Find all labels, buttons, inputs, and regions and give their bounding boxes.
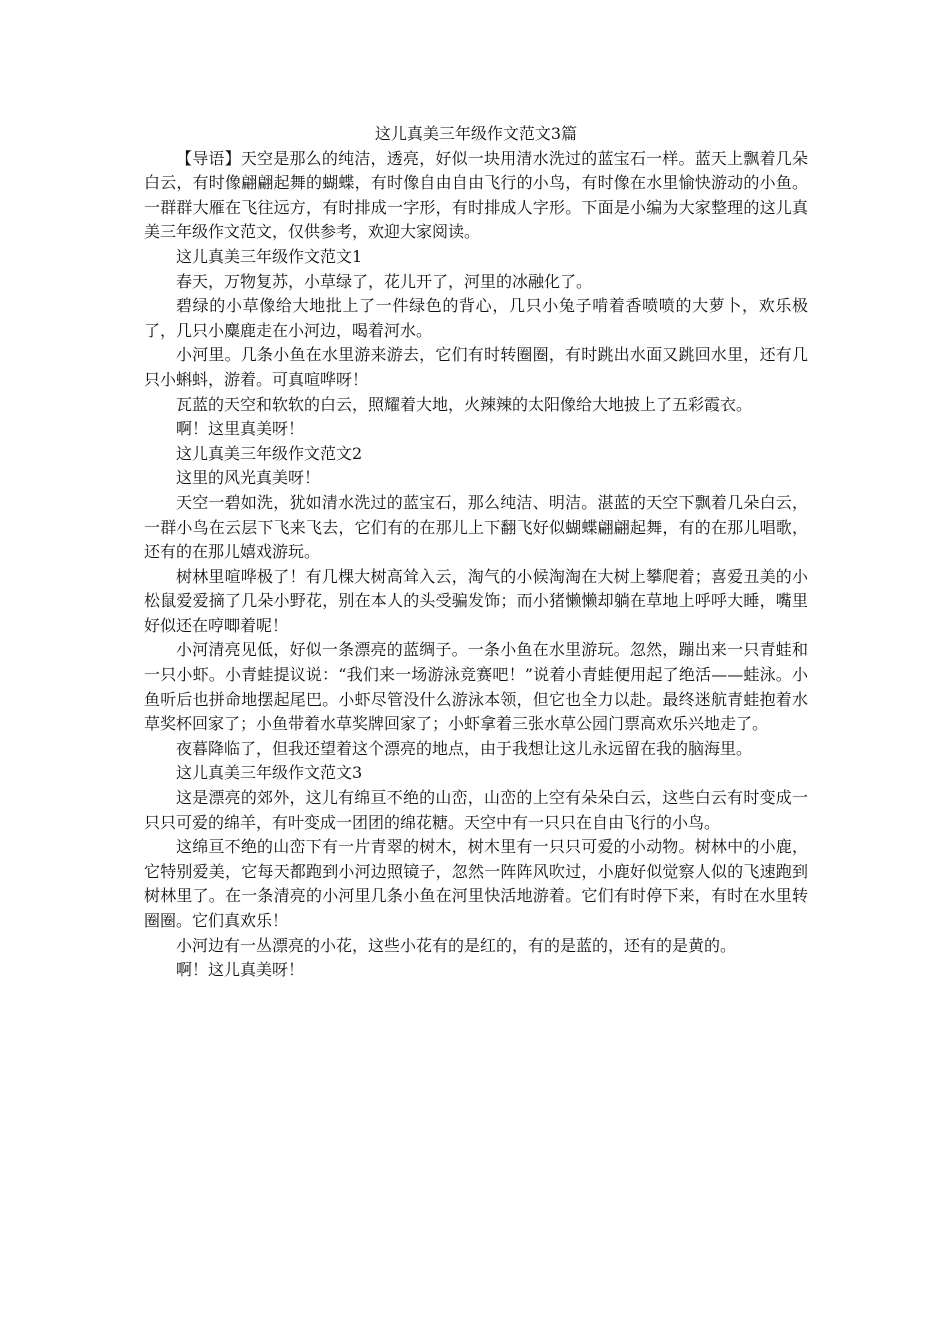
- paragraph: 这是漂亮的郊外，这儿有绵亘不绝的山峦，山峦的上空有朵朵白云，这些白云有时变成一只只可爱的绵羊，有叶变成一团团的绵花糖。天空中有一只只在自由飞行的小鸟。: [144, 788, 808, 832]
- paragraph: 小河里。几条小鱼在水里游来游去，它们有时转圈圈，有时跳出水面又跳回水里，还有几只小蝌蚪，游着。可真喧哗呀！: [144, 345, 808, 389]
- paragraph: 啊！这里真美呀！: [176, 419, 305, 439]
- document-body: [144, 122, 808, 983]
- section-heading-1: 这儿真美三年级作文范文1: [176, 246, 363, 266]
- paragraph: 春天，万物复苏，小草绿了，花儿开了，河里的冰融化了。: [176, 271, 593, 291]
- paragraph: 小河边有一丛漂亮的小花，这些小花有的是红的，有的是蓝的，还有的是黄的。: [176, 935, 737, 955]
- paragraph: 这绵亘不绝的山峦下有一片青翠的树木，树木里有一只只可爱的小动物。树林中的小鹿，它特别爱美，它每天都跑到小河边照镜子，忽然一阵阵风吹过，小鹿好似觉察人似的飞速跑到树林里了。在一条清亮的小河里几条小鱼在河里快活地游着。它们有时停下来，有时在水里转圈圈。它们真欢乐！: [144, 837, 808, 930]
- paragraph: 夜暮降临了，但我还望着这个漂亮的地点，由于我想让这儿永远留在我的脑海里。: [176, 738, 753, 758]
- section-heading-2: 这儿真美三年级作文范文2: [176, 443, 363, 463]
- paragraph: 这里的风光真美呀！: [176, 468, 321, 488]
- section-heading-3: 这儿真美三年级作文范文3: [176, 763, 363, 783]
- document-title: 这儿真美三年级作文范文3篇: [374, 124, 578, 143]
- paragraph: 啊！这儿真美呀！: [176, 960, 305, 980]
- paragraph: 小河清亮见低，好似一条漂亮的蓝绸子。一条小鱼在水里游玩。忽然，蹦出来一只青蛙和一只小虾。小青蛙提议说：“我们来一场游泳竞赛吧！”说着小青蛙便用起了绝活——蛙泳。小鱼听后也拼命地摆起尾巴。小虾尽管没什么游泳本领，但它也全力以赴。最终迷航青蛙抱着水草奖杯回家了；小鱼带着水草奖牌回家了；小虾拿着三张水草公园门票高欢乐兴地走了。: [144, 640, 808, 734]
- paragraph: 瓦蓝的天空和软软的白云，照耀着大地，火辣辣的太阳像给大地披上了五彩霞衣。: [176, 394, 753, 414]
- intro-paragraph: 【导语】天空是那么的纯洁，透亮，好似一块用清水洗过的蓝宝石一样。蓝天上飘着几朵白云，有时像翩翩起舞的蝴蝶，有时像自由自由飞行的小鸟，有时像在水里愉快游动的小鱼。一群群大雁在飞往远方，有时排成一字形，有时排成人字形。下面是小编为大家整理的这儿真美三年级作文范文，仅供参考，欢迎大家阅读。: [144, 148, 808, 242]
- paragraph: 树林里喧哗极了！有几棵大树高耸入云，淘气的小候淘淘在大树上攀爬着；喜爱丑美的小松鼠爱爱摘了几朵小野花，别在本人的头受骗发饰；而小猪懒懒却躺在草地上呼呼大睡，嘴里好似还在哼唧着呢！: [144, 566, 808, 635]
- paragraph: 天空一碧如洗，犹如清水洗过的蓝宝石，那么纯洁、明洁。湛蓝的天空下飘着几朵白云，一群小鸟在云层下飞来飞去，它们有的在那儿上下翻飞好似蝴蝶翩翩起舞，有的在那儿唱歌，还有的在那儿嬉戏游玩。: [144, 492, 808, 562]
- paragraph: 碧绿的小草像给大地批上了一件绿色的背心，几只小兔子啃着香喷喷的大萝卜，欢乐极了，几只小麋鹿走在小河边，喝着河水。: [144, 296, 808, 340]
